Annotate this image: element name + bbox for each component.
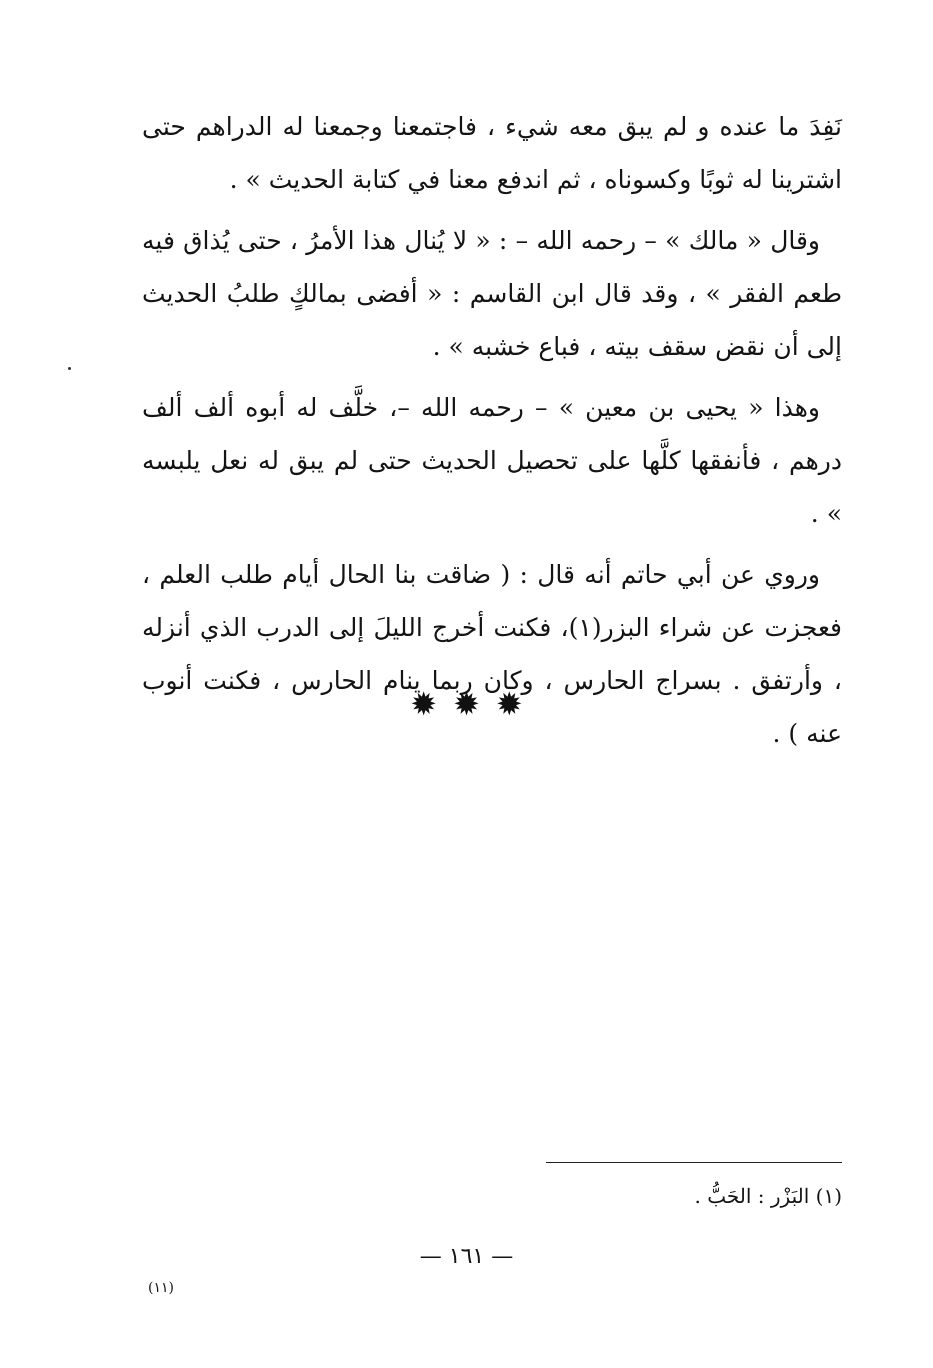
section-divider <box>0 684 933 724</box>
asterism-star-icon: ✹ <box>453 685 480 723</box>
paragraph: وروي عن أبي حاتم أنه قال : ( ضاقت بنا الحال أيام طلب العلم ، فعجزت عن شراء البزر(١)، فكنت أخرج الليلَ إلى الدرب الذي أنزله ، وأرتفق . بسراج الحارس ، وكان ربما ينام الحارس ، فكنت أنوب عنه ) . <box>142 560 842 748</box>
main-text <box>142 100 842 768</box>
asterism-star-icon: ✹ <box>410 685 438 723</box>
footnote-rule <box>546 1162 842 1163</box>
asterism-star-icon: ✹ <box>495 685 523 723</box>
page-number: — ١٦١ — <box>419 1244 514 1269</box>
paragraph: وهذا « يحيى بن معين » – رحمه الله –، خلَّف له أبوه ألف ألف درهم ، فأنفقها كلَّها على تحصيل الحديث حتى لم يبق له نعل يلبسه » . <box>142 393 842 528</box>
signature-mark: (١١) <box>148 1280 174 1296</box>
paragraph: وقال « مالك » – رحمه الله – : « لا يُنال هذا الأمرُ ، حتى يُذاق فيه طعم الفقر » ، وقد قال ابن القاسم : « أفضى بمالكٍ طلبُ الحديث إلى أن نقض سقف بيته ، فباع خشبه » . <box>142 226 842 361</box>
scan-speck <box>68 367 71 370</box>
footnote: (١) البَزْر : الحَبُّ . <box>694 1184 842 1208</box>
paragraph: نَفِدَ ما عنده و لم يبق معه شيء ، فاجتمعنا وجمعنا له الدراهم حتى اشترينا له ثوبًا وكسوناه ، ثم اندفع معنا في كتابة الحديث » . <box>142 112 842 194</box>
